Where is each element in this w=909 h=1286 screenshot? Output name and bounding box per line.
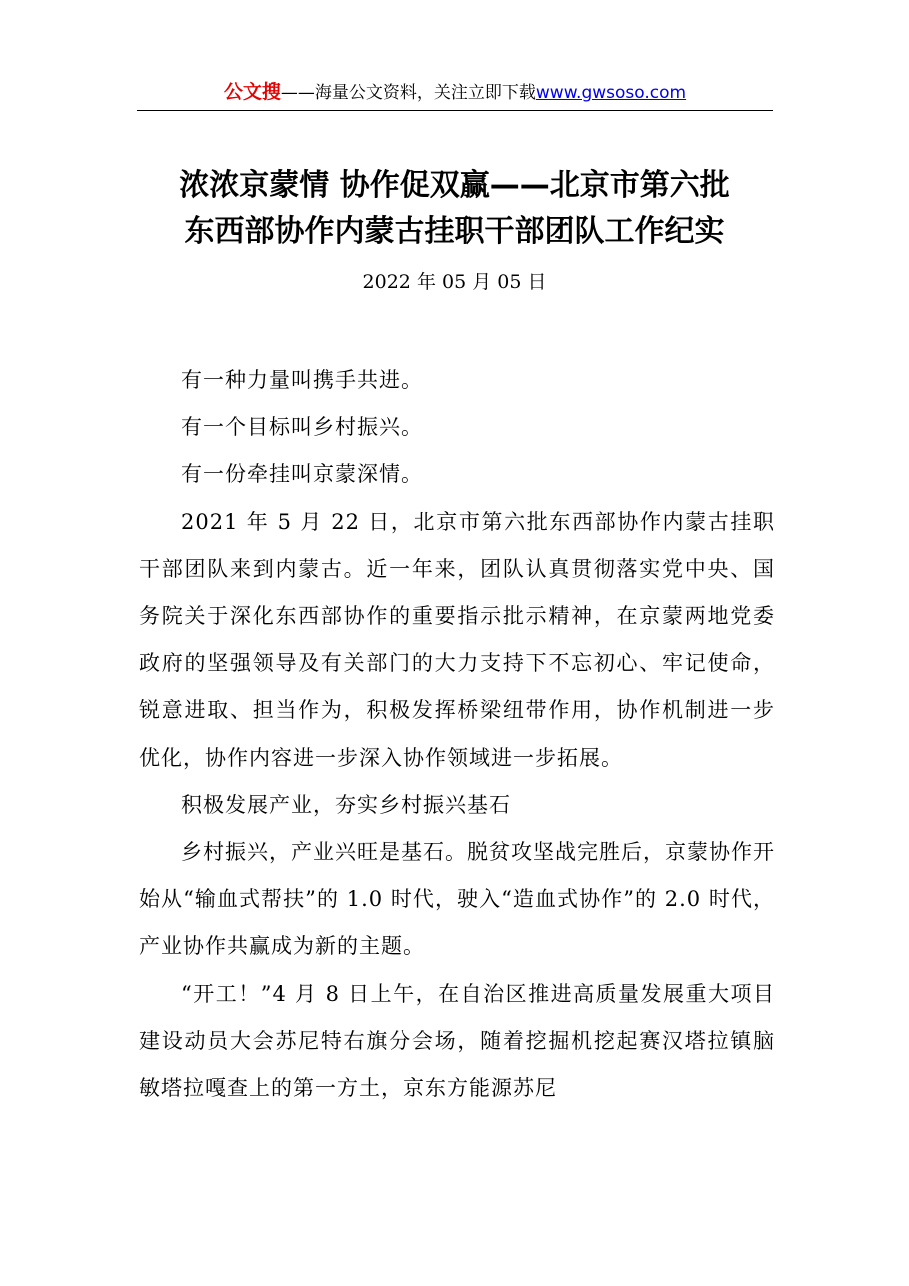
article-title-line-2: 东西部协作内蒙古挂职干部团队工作纪实 (184, 214, 725, 249)
section-heading: 积极发展产业，夯实乡村振兴基石 (181, 792, 511, 817)
paragraph: “开工！”4 月 8 日上午，在自治区推进高质量发展重大项目建设动员大会苏尼特右旗分会场，随着挖掘机挖起赛汉塔拉镇脑敏塔拉嘎查上的第一方土，京东方能源苏尼 (139, 981, 775, 1101)
website-link[interactable]: www.gwsoso.com (535, 83, 687, 103)
page-header (137, 78, 773, 111)
header-tagline: ——海量公文资料，关注立即下载 (280, 83, 536, 103)
article-body (139, 357, 775, 1112)
paragraph: 2021 年 5 月 22 日，北京市第六批东西部协作内蒙古挂职干部团队来到内蒙古。近一年来，团队认真贯彻落实党中央、国务院关于深化东西部协作的重要指示批示精神，在京蒙两地党委政府的坚强领导及有关部门的大力支持下不忘初心、牢记使命，锐意进取、担当作为，积极发挥桥梁纽带作用，协作机制进一步优化，协作内容进一步深入协作领域进一步拓展。 (139, 509, 775, 770)
paragraph: 有一个目标叫乡村振兴。 (181, 415, 423, 440)
paragraph: 有一种力量叫携手共进。 (181, 368, 423, 392)
brand-name: 公文搜 (223, 81, 281, 103)
article-title (100, 163, 809, 255)
article-title-line-1: 浓浓京蒙情 协作促双赢——北京市第六批 (179, 168, 730, 203)
article-date: 2022 年 05 月 05 日 (362, 271, 547, 293)
paragraph: 乡村振兴，产业兴旺是基石。脱贫攻坚战完胜后，京蒙协作开始从“输血式帮扶”的 1.0 时代，驶入“造血式协作”的 2.0 时代，产业协作共赢成为新的主题。 (139, 840, 775, 959)
paragraph: 有一份牵挂叫京蒙深情。 (181, 462, 423, 487)
